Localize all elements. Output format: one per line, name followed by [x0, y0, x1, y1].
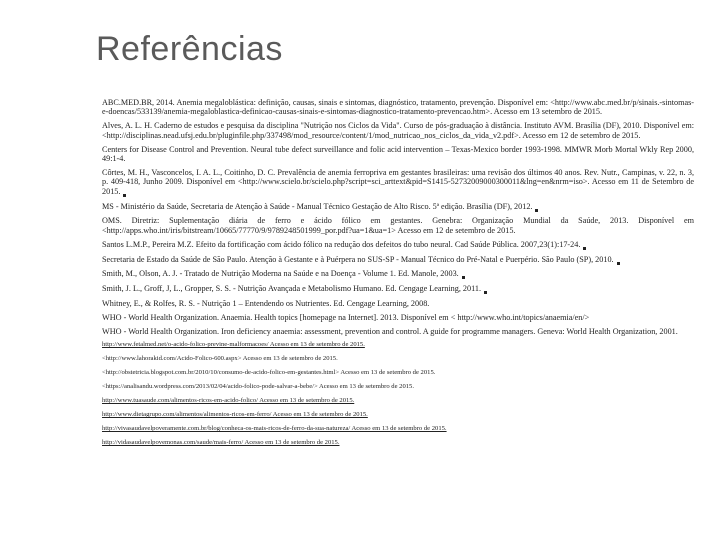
web-reference-link[interactable]: http://vivasaudavelpoveramente.com.br/blog/conheca-os-mais-ricos-de-ferro-da-sua-natureza/ Acesso em 13 de setembro de 2015. — [102, 425, 447, 433]
web-reference-link[interactable]: http://vidasaudavelpovemonas.com/saude/mais-ferro/ Acesso em 13 de setembro de 2015. — [102, 439, 340, 447]
reference-item: Côrtes, M. H., Vasconcelos, I. A. L., Coitinho, D. C. Prevalência de anemia ferropriva em gestantes brasileiras: uma revisão dos últimos 40 anos. Rev. Nutr., Campinas, v. 22, n. 3, p. 409-418, Junho 2009. Disponível em <http://www.scielo.br/scielo.php?script=sci_arttext&pid=S1415-52732009000300011&lng=en&nrm=iso>. Acesso em 11 de Setembro de 2015. — [102, 168, 694, 196]
bullet-mark-icon — [617, 262, 620, 265]
web-reference-link[interactable]: http://www.dietagrupo.com/alimentos/alimentos-ricos-em-ferro/ Acesso em 13 de setembro de 2015. — [102, 411, 368, 419]
reference-item: Centers for Disease Control and Prevention. Neural tube defect surveillance and folic acid intervention – Texas-Mexico border 1993-1998. MMWR Morb Mortal Wkly Rep 2000, 49:1-4. — [102, 144, 694, 164]
web-reference-link[interactable]: <http://obstetricia.blogspot.com.br/2010/10/consumo-de-acido-folico-em-gestantes.html> Acesso em 13 de setembro de 2015. — [102, 369, 436, 377]
web-reference-link[interactable]: <http://www.lahorakid.com/Acido-Folico-600.aspx> Acesso em 13 de setembro de 2015. — [102, 355, 338, 363]
reference-item: WHO - World Health Organization. Iron deficiency anaemia: assessment, prevention and control. A guide for programme managers. Geneva: World Health Organization, 2001. — [102, 327, 678, 337]
reference-item: ABC.MED.BR, 2014. Anemia megaloblástica: definição, causas, sinais e sintomas, diagnóstico, tratamento, prevenção. Disponível em: <http://www.abc.med.br/p/sinais.-sintomas-e-doencas/533139/anemia-megaloblastica-definicao-causas-sinais-e-sintomas-diagnostico-tratamento-prevencao.htm>. Acesso em 13 setembro de 2015. — [102, 98, 694, 117]
reference-item: MS - Ministério da Saúde, Secretaria de Atenção à Saúde - Manual Técnico Gestação de Alto Risco. 5ª edição. Brasília (DF), 2012. — [102, 202, 694, 212]
reference-item: Smith, J. L., Groff, J, L., Gropper, S. S. - Nutrição Avançada e Metabolismo Humano. Ed. Cengage Learning, 2011. — [102, 284, 694, 294]
bullet-mark-icon — [462, 276, 465, 279]
reference-item: Santos L.M.P., Pereira M.Z. Efeito da fortificação com ácido fólico na redução dos defeitos do tubo neural. Cad Saúde Pública. 2007,23(1):17-24. — [102, 240, 694, 250]
reference-item: Alves, A. L. H. Caderno de estudos e pesquisa da disciplina "Nutrição nos Ciclos da Vida". Curso de pós-graduação à distância. Instituto AVM. Brasília (DF), 2010. Disponível em: <http://disciplinas.nead.ufsj.edu.br/pluginfile.php/337498/mod_resource/content/1/mod_nutricao_nos_ciclos_da_vida_v2.pdf>. Acesso em 12 de setembro de 2015. — [102, 121, 694, 140]
reference-item: Whitney, E., & Rolfes, R. S. - Nutrição 1 – Entendendo os Nutrientes. Ed. Cengage Learning, 2008. — [102, 298, 430, 308]
reference-item: OMS. Diretriz: Suplementação diária de ferro e ácido fólico em gestantes. Genebra: Organização Mundial da Saúde, 2013. Disponível em <http://apps.who.int/iris/bitstream/10665/77770/9/9789248501999_por.pdf?ua=1&ua=1> Acesso em 12 de setembro de 2015. — [102, 216, 694, 235]
reference-item: Smith, M., Olson, A. J. - Tratado de Nutrição Moderna na Saúde e na Doença - Volume 1. Ed. Manole, 2003. — [102, 269, 694, 279]
reference-item: Secretaria de Estado da Saúde de São Paulo. Atenção à Gestante e à Puérpera no SUS-SP - Manual Técnico do Pré-Natal e Puerpério. São Paulo (SP), 2010. — [102, 255, 694, 265]
web-reference-link[interactable]: http://www.tuasaude.com/alimentos-ricos-em-acido-folico/ Acesso em 13 de setembro de 2015. — [102, 397, 355, 405]
bullet-mark-icon — [484, 291, 487, 294]
reference-item: WHO - World Health Organization. Anaemia. Health topics [homepage na Internet]. 2013. Disponível em < http://www.who.int/topics/anaemia/en/> — [102, 313, 590, 323]
bullet-mark-icon — [535, 209, 538, 212]
reference-list — [102, 98, 694, 453]
slide-title: Referências — [96, 30, 283, 68]
bullet-mark-icon — [123, 194, 126, 197]
web-reference-link[interactable]: http://www.fetalmed.net/o-acido-folico-previne-malformacoes/ Acesso em 13 de setembro de 2015. — [102, 341, 365, 349]
bullet-mark-icon — [583, 247, 586, 250]
web-reference-link[interactable]: <https://analisandu.wordpress.com/2013/02/04/acido-folico-pode-salvar-a-bebe/> Acesso em 13 de setembro de 2015. — [102, 383, 415, 391]
